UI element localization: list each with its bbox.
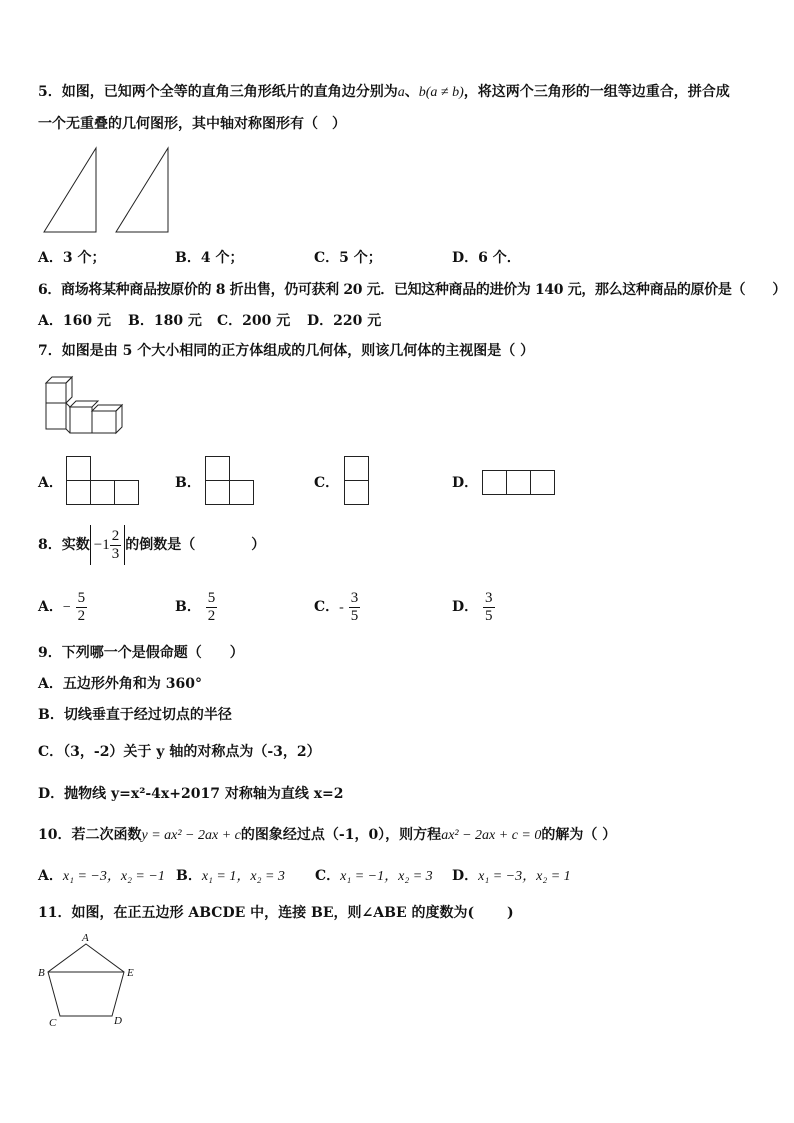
q10-stem-text-a: 10．若二次函数 xyxy=(38,827,142,843)
q7-option-c-letter: C． xyxy=(314,475,340,491)
q11-label-a: A xyxy=(82,932,89,944)
q7-cube-solid-figure xyxy=(40,373,124,439)
q8-option-d-fraction xyxy=(483,590,495,625)
q8-abs-denominator: 3 xyxy=(111,545,120,562)
q7-option-d-view xyxy=(482,470,560,498)
q5-var-b: b xyxy=(418,85,426,100)
q10-stem xyxy=(38,827,616,844)
q6-option-c: C．200 元 xyxy=(217,313,291,329)
q8-option-c-letter: C． xyxy=(314,599,340,615)
q5-option-b: B．4 个； xyxy=(175,250,244,266)
q5-condition: (a ≠ b) xyxy=(425,85,464,100)
q10-option-a-letter: A． xyxy=(38,868,63,884)
q8-option-d-denominator: 5 xyxy=(485,607,493,624)
q8-stem xyxy=(38,524,265,566)
q10-option-c-letter: C． xyxy=(315,868,341,884)
q5-var-a: a xyxy=(397,85,405,100)
q6-option-d: D．220 元 xyxy=(307,313,382,329)
q5-triangles-figure xyxy=(40,146,180,234)
q11-label-e: E xyxy=(127,967,134,979)
q8-option-d xyxy=(452,588,495,627)
q10-option-c xyxy=(315,868,433,885)
q8-stem-text-a: 8．实数 xyxy=(38,537,90,553)
q8-option-c-numerator: 3 xyxy=(350,589,359,606)
q7-option-d-letter: D． xyxy=(452,475,479,491)
q9-option-c: C．（3，-2）关于 y 轴的对称点为（-3，2） xyxy=(38,744,321,760)
q10-stem-text-c: 的解为（ ） xyxy=(541,827,617,843)
q8-option-a-fraction xyxy=(76,590,88,625)
q5-option-d: D．6 个． xyxy=(452,250,521,266)
q10-option-d xyxy=(452,868,571,885)
q8-option-b-denominator: 2 xyxy=(207,607,216,624)
q5-stem-text-a: 5．如图，已知两个全等的直角三角形纸片的直角边分别为 xyxy=(38,84,398,100)
q6-stem: 6．商场将某种商品按原价的 8 折出售，仍可获利 20 元．已知这种商品的进价为 140 元，那么这种商品的原价是（ ） xyxy=(38,282,787,298)
q6-option-a: A．160 元 xyxy=(38,313,111,329)
q10-equation: ax² − 2ax + c = 0 xyxy=(441,828,542,843)
q7-option-b-view xyxy=(205,456,257,508)
q8-option-c-sign: - xyxy=(339,600,344,615)
q5-stem-text-b: ，将这两个三角形的一组等边重合，拼合成 xyxy=(463,84,730,100)
q8-option-a-denominator: 2 xyxy=(77,607,86,624)
q10-option-d-letter: D． xyxy=(452,868,479,884)
q11-label-b: B xyxy=(38,967,45,979)
q8-option-a-numerator: 5 xyxy=(77,589,86,606)
q10-option-d-value: x₁ = −3，x₂ = 1 xyxy=(478,869,571,884)
q10-option-b xyxy=(176,868,285,885)
q8-option-c xyxy=(314,588,360,627)
q8-option-d-numerator: 3 xyxy=(485,589,493,606)
q5-triangle-2 xyxy=(116,148,168,232)
q7-option-a-view xyxy=(66,456,142,508)
q11-pentagon-figure xyxy=(36,930,146,1030)
q5-separator: 、 xyxy=(404,84,419,100)
q7-option-b-letter: B． xyxy=(175,475,201,491)
q10-function: y = ax² − 2ax + c xyxy=(141,828,241,843)
q5-triangle-1 xyxy=(44,148,96,232)
q11-label-d: D xyxy=(114,1015,122,1027)
q8-option-a-letter: A． xyxy=(38,599,63,615)
q5-stem-line1 xyxy=(38,84,730,101)
q8-abs-whole: −1 xyxy=(93,537,110,553)
q8-stem-text-b: 的倒数是（ ） xyxy=(125,537,266,553)
q5-option-a: A．3 个； xyxy=(38,250,106,266)
q8-abs-fraction xyxy=(110,528,122,563)
q7-stem: 7．如图是由 5 个大小相同的正方体组成的几何体，则该几何体的主视图是（ ） xyxy=(38,343,535,359)
q9-stem: 9．下列哪一个是假命题（ ） xyxy=(38,645,244,661)
q9-option-d: D．抛物线 y=x²-4x+2017 对称轴为直线 x=2 xyxy=(38,786,344,802)
q10-stem-text-b: 的图象经过点（-1，0），则方程 xyxy=(240,827,442,843)
q10-option-c-value: x₁ = −1，x₂ = 3 xyxy=(340,869,433,884)
q9-option-a: A．五边形外角和为 360° xyxy=(38,676,202,692)
q11-label-c: C xyxy=(49,1017,57,1029)
q10-option-a xyxy=(38,868,165,885)
q11-pentagon xyxy=(48,944,124,1016)
q8-abs-numerator: 2 xyxy=(111,527,120,544)
q8-option-b-fraction xyxy=(206,590,218,625)
q5-option-c: C．5 个； xyxy=(314,250,382,266)
q10-option-b-letter: B． xyxy=(176,868,202,884)
q8-absolute-value xyxy=(90,525,125,565)
q6-option-b: B．180 元 xyxy=(128,313,202,329)
q8-option-b-letter: B． xyxy=(175,599,201,615)
q8-option-b-numerator: 5 xyxy=(207,589,216,606)
q7-option-c-view xyxy=(344,456,372,508)
q8-option-a-sign: − xyxy=(62,600,71,615)
q8-option-d-letter: D． xyxy=(452,599,479,615)
q8-option-c-denominator: 5 xyxy=(350,607,359,624)
q8-option-c-fraction xyxy=(349,590,361,625)
q7-option-a-letter: A． xyxy=(38,475,63,491)
q10-option-b-value: x₁ = 1，x₂ = 3 xyxy=(201,869,285,884)
q9-option-b: B．切线垂直于经过切点的半径 xyxy=(38,707,232,723)
q10-option-a-value: x₁ = −3，x₂ = −1 xyxy=(62,869,165,884)
q8-option-a xyxy=(38,588,87,627)
q8-option-b xyxy=(175,588,217,627)
q5-stem-line2: 一个无重叠的几何图形，其中轴对称图形有（ ） xyxy=(38,116,346,132)
q11-stem: 11．如图，在正五边形 ABCDE 中，连接 BE，则∠ABE 的度数为( ) xyxy=(38,905,514,921)
